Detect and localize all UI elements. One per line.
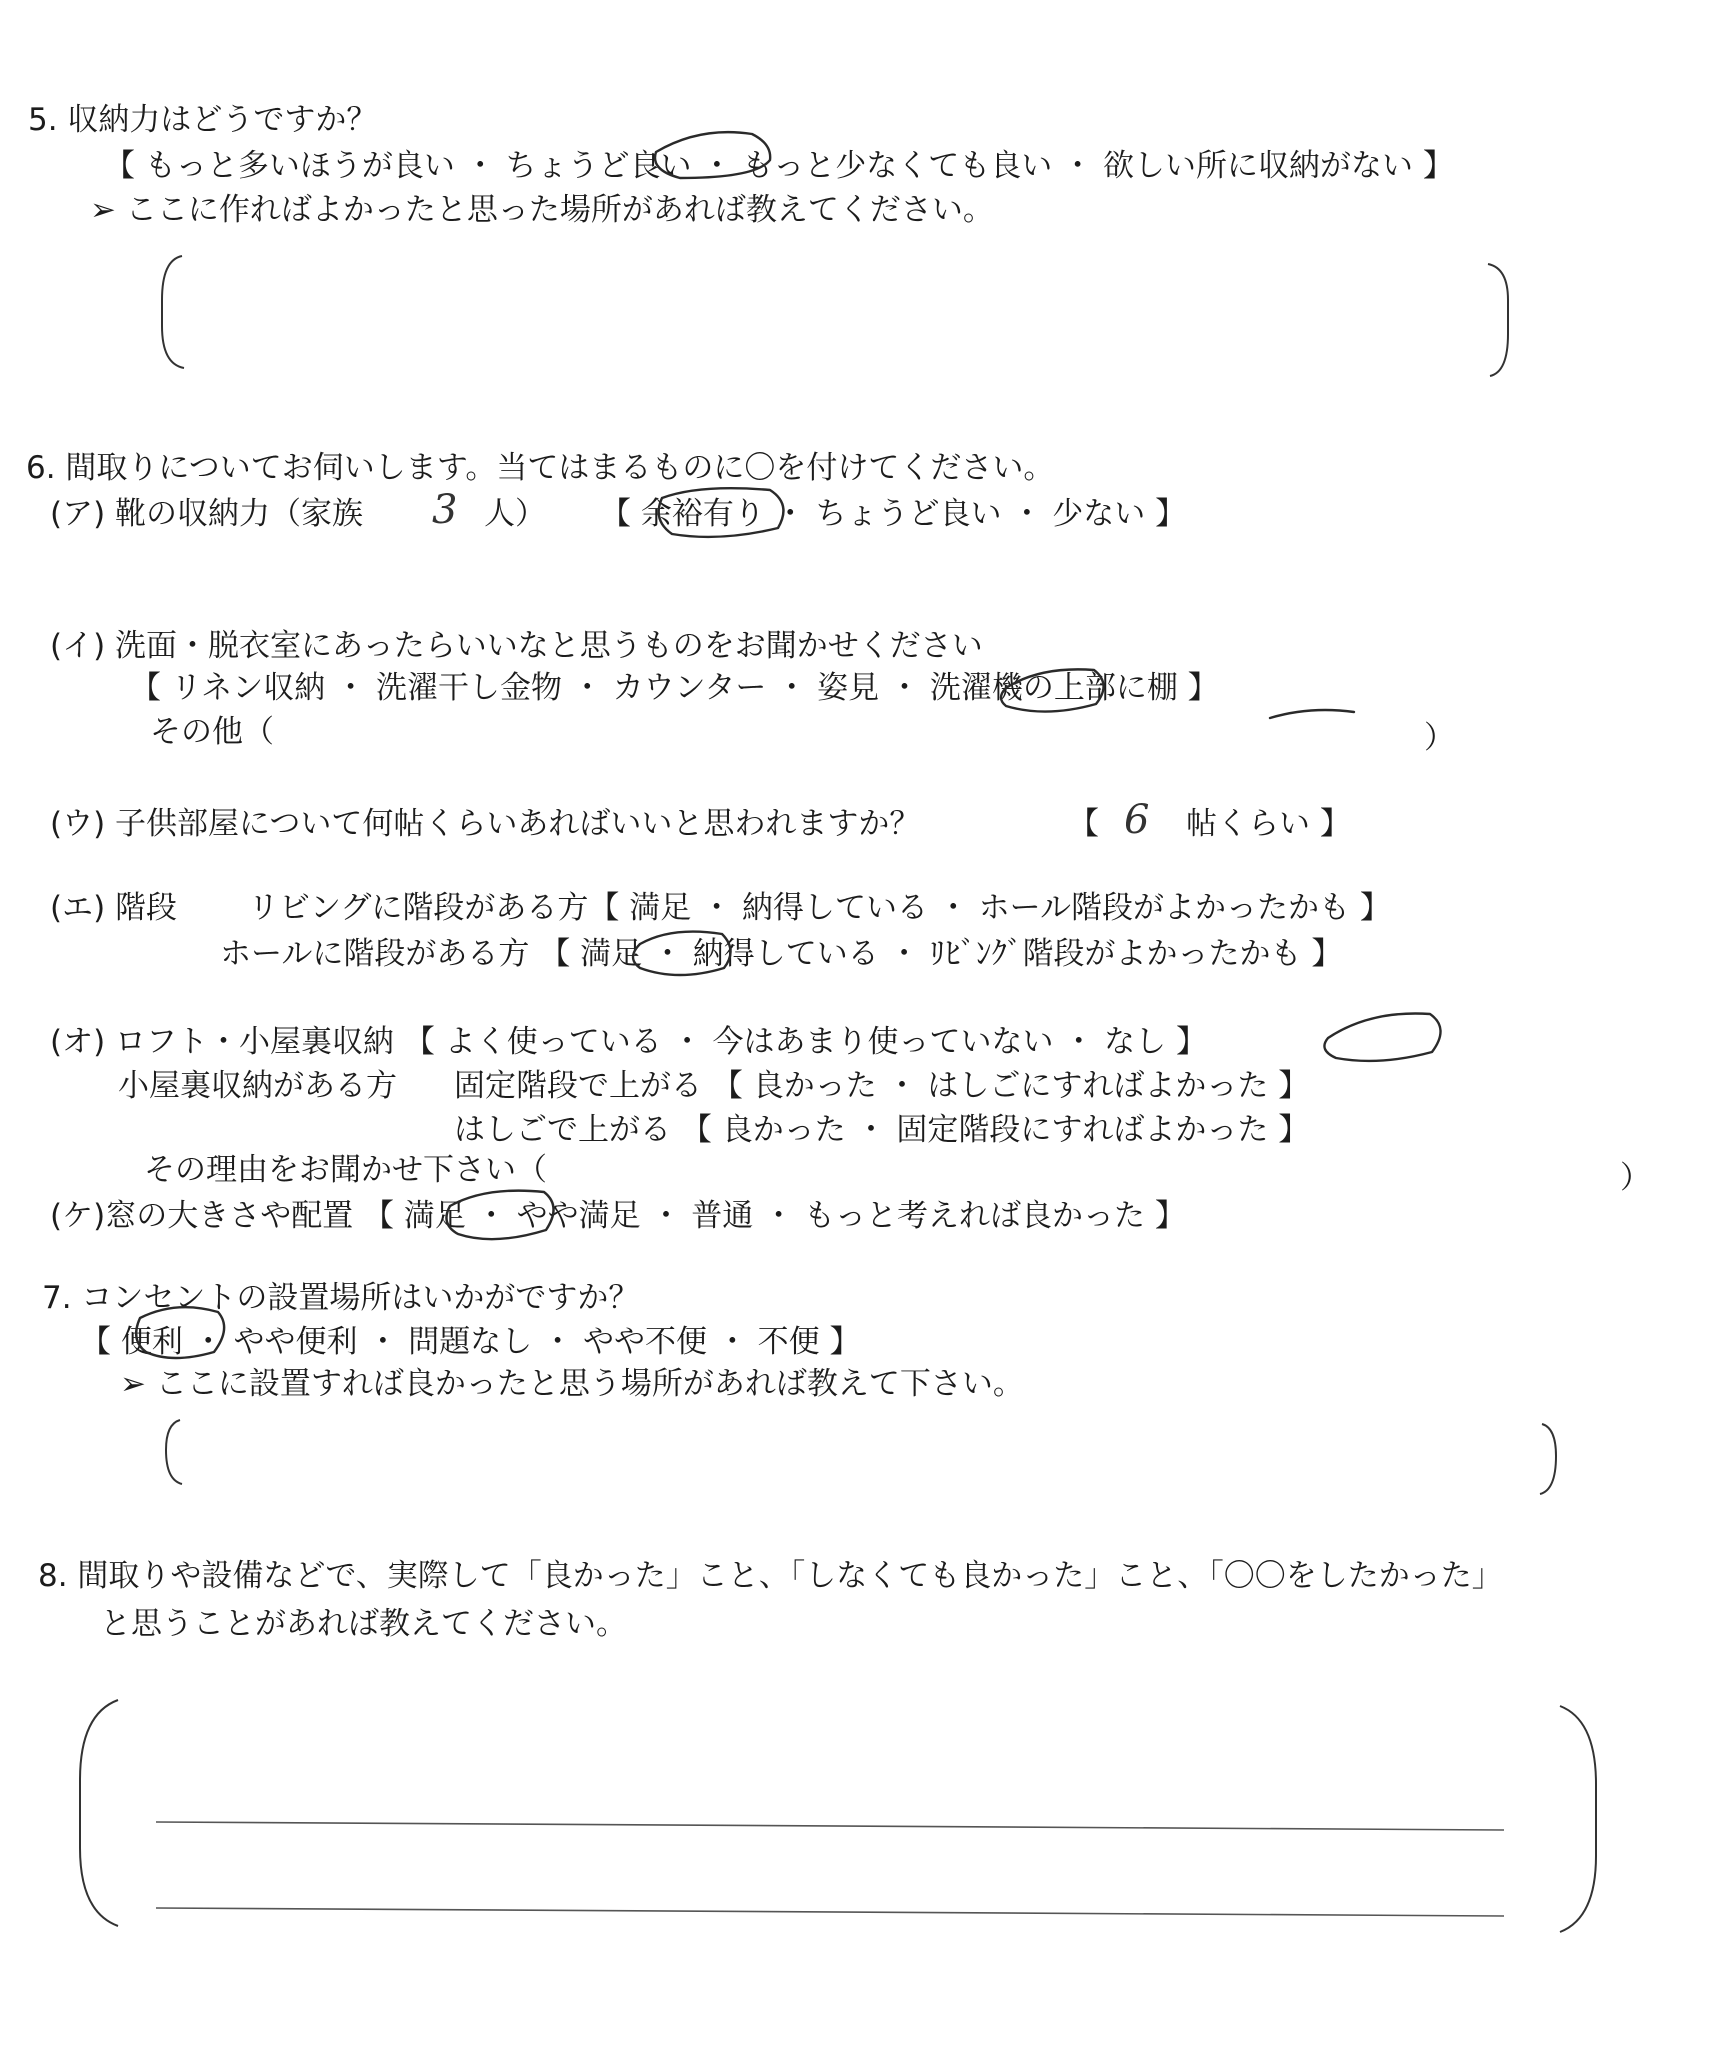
q7-answer-bracket-left [166, 1420, 182, 1484]
q6u-open-bracket: 【 [1068, 806, 1099, 842]
q6o-reason-close: ） [1620, 1160, 1651, 1196]
q7-options[interactable]: 【 便利 ・ やや便利 ・ 問題なし ・ やや不便 ・ 不便 】 [80, 1324, 861, 1360]
q8-line2: と思うことがあれば教えてください。 [100, 1606, 627, 1642]
q6e-row2[interactable]: ホールに階段がある方 【 満足 ・ 納得している ・ ﾘﾋﾞﾝｸﾞ階段がよかったかも 】 [220, 936, 1343, 972]
q6e-label: (エ) 階段 [50, 890, 178, 926]
q6a-family-count[interactable]: 3 [432, 487, 458, 533]
q6u-question: (ウ) 子供部屋について何帖くらいあればいいと思われますか？ [50, 806, 921, 842]
q8-writing-line-2 [156, 1908, 1504, 1916]
q7-title: 7. コンセントの設置場所はいかがですか？ [42, 1280, 640, 1316]
q6i-question: (イ) 洗面・脱衣室にあったらいいなと思うものをお聞かせください [50, 628, 983, 664]
q6i-other-close: ） [1424, 720, 1455, 756]
q6o-row3[interactable]: はしごで上がる 【 良かった ・ 固定階段にすればよかった 】 [454, 1112, 1310, 1148]
q5-options[interactable]: 【 もっと多いほうが良い ・ ちょうど良い ・ もっと少なくても良い ・ 欲しい所に収納がない 】 [104, 148, 1454, 184]
q7-sub-prompt: ➢ ここに設置すれば良かったと思う場所があれば教えて下さい。 [120, 1366, 1024, 1402]
q6a-label-prefix: (ア) 靴の収納力（家族 [50, 496, 364, 532]
q6i-selection-underline-shelf [1270, 710, 1354, 718]
q8-line1: 8. 間取りや設備などで、実際して「良かった」こと、「しなくても良かった」こと、「〇〇をしたかった」 [38, 1558, 1503, 1594]
q6i-options[interactable]: 【 リネン収納 ・ 洗濯干し金物 ・ カウンター ・ 姿見 ・ 洗濯機の上部に棚 】 [130, 670, 1219, 706]
q8-writing-line-1 [156, 1822, 1504, 1830]
q6u-answer[interactable]: 6 [1124, 797, 1150, 843]
q6ke-row[interactable]: (ケ)窓の大きさや配置 【 満足 ・ やや満足 ・ 普通 ・ もっと考えれば良かった 】 [50, 1198, 1186, 1234]
q5-sub-prompt: ➢ ここに作ればよかったと思った場所があれば教えてください。 [90, 192, 994, 228]
q6o-row2[interactable]: 固定階段で上がる 【 良かった ・ はしごにすればよかった 】 [454, 1068, 1310, 1104]
q6o-row1[interactable]: (オ) ロフト・小屋裏収納 【 よく使っている ・ 今はあまり使っていない ・ なし 】 [50, 1024, 1208, 1060]
q6o-row2-label: 小屋裏収納がある方 [118, 1068, 397, 1104]
q6o-selection-circle [1324, 1014, 1440, 1061]
q6e-row1[interactable]: リビングに階段がある方【 満足 ・ 納得している ・ ホール階段がよかったかも 】 [248, 890, 1391, 926]
q8-answer-bracket-right [1560, 1706, 1596, 1932]
q5-title: 5. 収納力はどうですか？ [28, 102, 378, 138]
q5-answer-bracket-right [1488, 264, 1508, 376]
q6o-reason-label: その理由をお聞かせ下さい（ [144, 1152, 547, 1188]
q6a-options[interactable]: 【 余裕有り ・ ちょうど良い ・ 少ない 】 [600, 496, 1187, 532]
q7-answer-bracket-right [1540, 1424, 1556, 1494]
q5-answer-bracket-left [162, 256, 184, 368]
q6i-other-label: その他（ [150, 714, 274, 750]
q6-title: 6. 間取りについてお伺いします。当てはまるものに〇を付けてください。 [26, 450, 1055, 486]
q6u-unit: 帖くらい 】 [1186, 806, 1351, 842]
q8-answer-bracket-left [80, 1700, 118, 1926]
q6a-label-suffix: 人） [484, 496, 546, 532]
